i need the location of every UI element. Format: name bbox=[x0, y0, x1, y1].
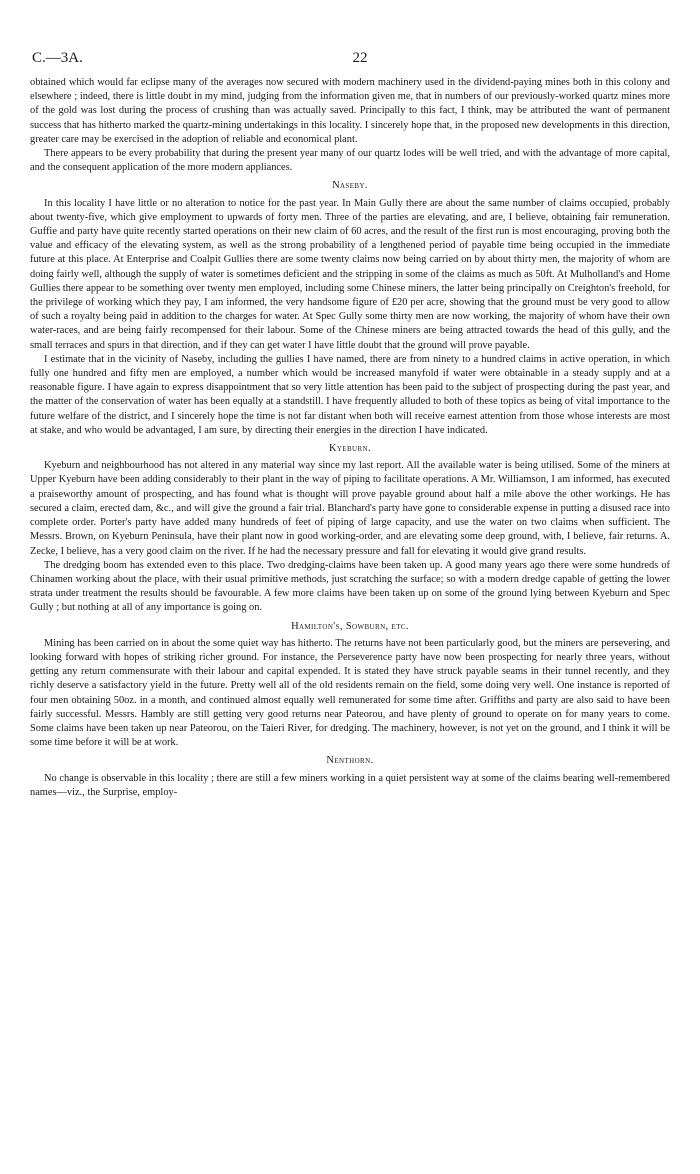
section-heading-hamilton: Hamilton's, Sowburn, etc. bbox=[291, 620, 409, 632]
paragraph: In this locality I have little or no alteration to notice for the past year. In Main Gully there are about the same number of claims occupied, probably about twenty-five, which give employment to upwards of forty men. Three of the parties are elevating, and are, I believe, obtaining fair remuneration. Guffie and party have quite recently started operations on their new claim of 60 acres, and the result of the first run is most encouraging, proving both the value and efficacy of the elevating system, as well as the strong probability of a lengthened period of payable time being occupied in the immediate future at this place. At Enterprise and Coalpit Gullies there are some twenty claims now being carried on by about thirty men, the majority of whom are doing fairly well, although the supply of water is sometimes deficient and the stripping in some of the claims as much as 50ft. At Mulholland's and Home Gullies there appear to be something over twenty men employed, including some Chinese miners, the latter being principally on Creighton's freehold, for the privilege of working which they pay, I am informed, the very handsome figure of £20 per acre, showing that the ground must be very good to allow of such a royalty being paid in addition to the charges for water. At Spec Gully some thirty men are now working, the majority of whom have their own water-races, and are being fairly recompensed for their labour. Some of the Chinese miners are being attracted towards the head of this gully, and the small terraces and spurs in that direction, and if they can get water I have little doubt that the ground will prove payable. bbox=[30, 197, 670, 351]
paragraph: No change is observable in this locality ; there are still a few miners working in a quiet persistent way at some of the claims bearing well-remembered names—viz., the Surprise, employ- bbox=[30, 772, 670, 798]
report-body bbox=[30, 76, 670, 800]
section-heading-kyeburn: Kyeburn. bbox=[328, 443, 372, 455]
page-number: 22 bbox=[352, 50, 368, 66]
section-heading-nenthorn: Nenthorn. bbox=[326, 755, 374, 767]
paragraph: The dredging boom has extended even to this place. Two dredging-claims have been taken up. A good many years ago there were some hundreds of Chinamen working about the place, with their usual primitive methods, just scratching the surface; so with a modern dredge capable of getting the lower strata under treatment the results should be favourable. A few more claims have been taken up on some of the ground lying between Kyeburn and Spec Gully ; but nothing at all of any importance is going on. bbox=[30, 559, 670, 614]
paragraph: There appears to be every probability that during the present year many of our quartz lodes will be well tried, and with the advantage of more capital, and the consequent application of the more modern appliances. bbox=[30, 148, 670, 174]
page-header bbox=[20, 50, 680, 70]
section-heading-naseby: Naseby. bbox=[332, 180, 368, 192]
paragraph: I estimate that in the vicinity of Naseby, including the gullies I have named, there are from ninety to a hundred claims in active operation, in which fully one hundred and fifty men are employed, a number which would be increased manyfold if water were obtainable in a steady supply and at a reasonable figure. I have again to express disappointment that so very little attention has been paid to the subject of prospecting during the past year, and the matter of the conservation of water has been equally at a standstill. I have frequently alluded to both of these topics as being of vital importance to the future welfare of the district, and I sincerely hope the time is not far distant when both will receive earnest attention from those whose interests are most at stake, and who would be advantaged, I am sure, by directing their energies in the direction I have indicated. bbox=[30, 353, 670, 436]
paragraph: Mining has been carried on in about the some quiet way has hitherto. The returns have not been particularly good, but the miners are persevering, and looking forward with hopes of striking richer ground. For instance, the Perseverence party have now been prospecting for nearly three years, without getting any return commensurate with their labour and capital expended. It is stated they have struck payable seams in their tunnel recently, and they richly deserve a satisfactory yield in the future. Pretty well all of the old residents remain on the field, some doing very well. One instance is reported of four men obtaining 50oz. in a month, and continued almost equally well remunerated for some time after. Griffiths and party are also said to have been fairly successful. Messrs. Hambly are still getting very good returns near Pateorou, and have plenty of ground to operate on for many years to come. Some claims have been taken up near Pateorou, on the Taieri River, for dredging. The machinery, however, is not yet on the ground, and I think it will be some time before it will be at work. bbox=[30, 637, 670, 749]
paragraph: obtained which would far eclipse many of the averages now secured with modern machinery used in the dividend-paying mines both in this colony and elsewhere ; indeed, there is little doubt in my mind, judging from the information given me, that in numbers of our previously-worked quartz mines more of the gold was lost during the process of crushing than was actually saved. Principally to this fact, I think, may be attributed the want of permanent success that has hitherto marked the quartz-mining undertakings in this locality. I sincerely hope that, in the proposed new developments in this direction, greater care may be exercised in the adoption of reliable and economical plant. bbox=[30, 77, 670, 145]
report-reference: C.—3A. bbox=[32, 50, 83, 66]
paragraph: Kyeburn and neighbourhood has not altered in any material way since my last report. All the available water is being utilised. Some of the miners at Upper Kyeburn have been adding considerably to their plant in the way of piping to facilitate operations. A Mr. Williamson, I am informed, has executed a praiseworthy amount of prospecting, and has found what is thought will prove payable ground about half a mile above the other workings. He has secured a claim, erected dam, &c., and will give the ground a fair trial. Blanchard's party have gone to considerable expense in putting a disused race into complete order. Porter's party have added many hundreds of feet of piping of large capacity, and use the water on two claims when sufficient. The Messrs. Brown, on Kyeburn Peninsula, have their plant now in good working-order, and are elevating some deep ground, with, I believe, fair returns. A. Zecke, I believe, has a very good claim on the river. If he had the necessary pressure and fall for elevating it would give grand results. bbox=[30, 460, 670, 557]
